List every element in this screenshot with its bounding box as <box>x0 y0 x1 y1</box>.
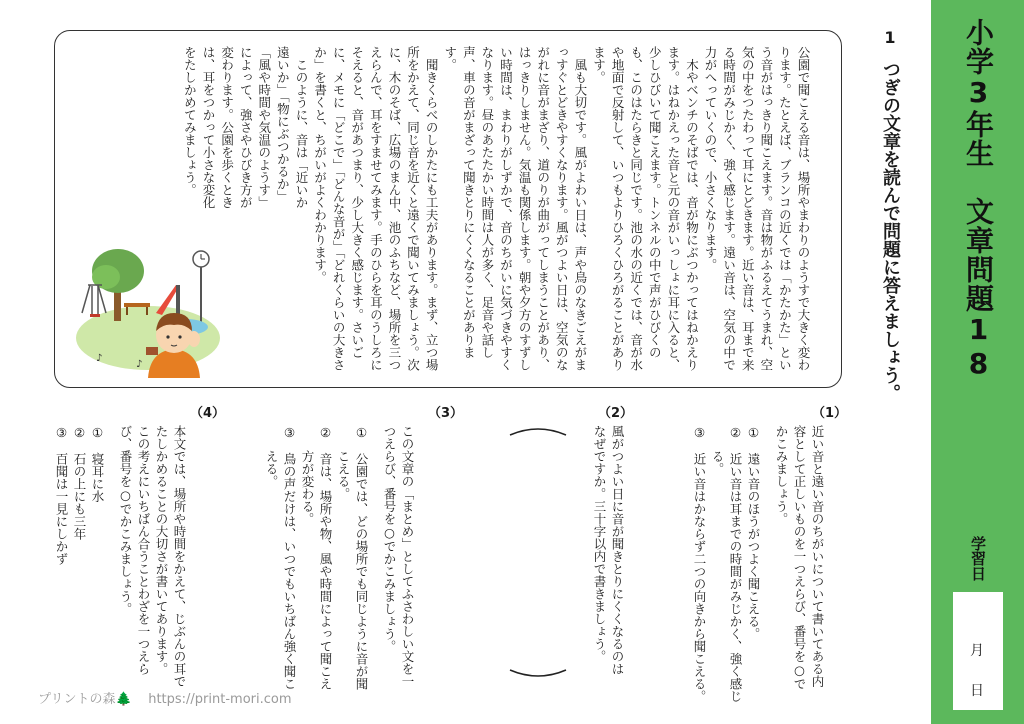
passage-line: に、木のそば、広場のまん中、池のふちなど、場所を三つ <box>386 46 402 371</box>
day-label: 日 <box>970 683 984 699</box>
question-prompt-line: かこみましょう。 <box>774 425 789 525</box>
question-prompt-line: 本文では、場所や時間をかえて、じぶんの耳で <box>172 425 187 688</box>
month-label: 月 <box>970 643 984 659</box>
park-boy-illustration <box>76 243 221 378</box>
site-url[interactable]: https://print-mori.com <box>148 692 292 707</box>
answer-option-1: こえる。 <box>336 425 351 500</box>
passage-line: も、このはたらきと同じです。池の水の近くでは、音が水 <box>628 46 644 371</box>
question-prompt-line: この文章の「まとめ」としてふさわしい文を一 <box>400 425 415 688</box>
passage-line: に、メモに「どこで」「どんな音が」「どれくらいの大きさ <box>331 46 347 371</box>
question-prompt-line: なぜですか。三十字以内で書きましょう。 <box>592 425 607 663</box>
tree-logo-icon: 🌲 <box>115 692 132 707</box>
passage-line: 少しひびいて聞こえます。トンネルの中で声がひびくの <box>647 46 663 359</box>
passage-line: なります。昼のあたたかい時間は人が多く、足音や話し <box>479 46 495 359</box>
passage-line: 「風や時間や気温のようす」 <box>256 46 272 209</box>
passage-line: えらんで、耳をすませてみます。手のひらを耳のうしろに <box>368 46 384 371</box>
passage-line: は、耳をつかって小さな変化 <box>201 46 216 209</box>
passage-line: をたしかめてみましょう。 <box>182 46 198 196</box>
question-1-label: （1） <box>812 406 848 421</box>
answer-option-2[interactable]: ② 音は、場所や物、風や時間によって聞こえ <box>318 425 333 690</box>
passage-line: 風も大切です。風がよわい日は、声や鳥のなきごえがま <box>572 46 588 371</box>
passage-line: がれに音がまざり、道のりが曲がってしまうことがあり、 <box>535 46 551 371</box>
passage-line: このように、音は「近いか <box>293 46 309 209</box>
answer-option-2[interactable]: ② 近い音は耳までの時間がみじかく、強く感じ <box>728 425 743 703</box>
question-4-label: （4） <box>190 406 226 421</box>
passage-line: ります。たとえば、ブランコの近くでは「かたかた」とい <box>777 46 793 371</box>
passage-line: 声、車の音がまざって聞きとりにくくなることがありま <box>461 46 477 359</box>
passage-line: によって、強さやひびき方が <box>238 46 254 209</box>
passage-line: 所をかえて、同じ音を近くと遠くで聞いてみましょう。次 <box>405 46 421 371</box>
answer-option-3[interactable]: ③ 近い音はかならず二つの向きから聞こえる。 <box>692 425 707 703</box>
answer-option-3[interactable]: ③ 百聞は一見にしかず <box>54 425 69 565</box>
passage-line: 遠いか」「物にぶつかるか」 <box>275 46 291 203</box>
passage-line: そえると、音があつまり、少し大きく感じます。さいご <box>349 46 365 359</box>
question-4-body <box>52 425 188 688</box>
answer-option-3: える。 <box>264 425 279 488</box>
passage-line: か」を書くと、ちがいがよくわかります。 <box>312 46 328 284</box>
footer <box>38 688 292 707</box>
spacer <box>762 425 772 685</box>
question-2-label: （2） <box>598 406 634 421</box>
question-prompt-line: つえらび、番号を○でかこみましょう。 <box>382 425 397 653</box>
answer-area-bracket[interactable] <box>508 425 568 680</box>
passage-line: や地面で反射して、いつもよりひろくひろがることがあり <box>610 46 626 371</box>
question-prompt-line: び、番号を○でかこみましょう。 <box>118 425 133 615</box>
passage-line: 木やベンチのそばでは、音が物にぶつかってはねかえり <box>684 46 700 371</box>
question-3-label: （3） <box>428 406 464 421</box>
question-prompt-line: この考えにいちばん合うことわざを一つえら <box>136 425 151 675</box>
question-prompt-line: たしかめることの大切さが書いてあります。 <box>154 425 169 675</box>
passage-line: ます。 <box>591 46 607 84</box>
passage-line: ます。はねかえった音と元の音がいっしょに耳に入ると、 <box>665 46 681 371</box>
passage-line: っすぐとどきやすくなります。風がつよい日は、空気のな <box>554 46 570 371</box>
question-3-body <box>262 425 416 690</box>
music-note-icon: ♪ <box>96 353 103 364</box>
question-prompt-line: 風がつよい日に音が聞きとりにくくなるのは <box>610 425 625 675</box>
answer-option-1[interactable]: ① 寝耳に水 <box>90 425 105 503</box>
answer-option-2[interactable]: ② 石の上にも三年 <box>72 425 87 540</box>
passage-line: 力がへっていくので、小さくなります。 <box>703 46 719 271</box>
music-note-icon: ♪ <box>136 359 143 370</box>
answer-option-2: る。 <box>710 425 725 475</box>
answer-option-1[interactable]: ① 公園では、どの場所でも同じように音が聞 <box>354 425 369 690</box>
spacer <box>106 425 116 685</box>
passage-line: 気の中をつたわって耳にとどきます。近い音は、耳まで来 <box>740 46 756 371</box>
question-1-body <box>690 425 826 703</box>
question-2-body <box>590 425 626 685</box>
passage-line: る時間がみじかく、強く感じます。遠い音は、空気の中で <box>721 46 737 371</box>
answer-option-1[interactable]: ① 遠い音のほうがつよく聞こえる。 <box>746 425 761 640</box>
question-prompt-line: 容として正しいものを一つえらび、番号を○で <box>792 425 807 690</box>
passage-line: い時間は、まわりがしずかで、音のちがいに気づきやすく <box>498 46 514 371</box>
site-name: プリントの森 <box>38 692 116 707</box>
passage-line: 変わります。公園を歩くとき <box>219 46 235 209</box>
passage-line: はっきりしません。気温も関係します。朝や夕方のすずし <box>517 46 533 371</box>
worksheet-title: 小学3年生 文章問題18 <box>962 18 995 381</box>
passage-line: う音がはっきり聞こえます。音は物がふるえてうまれ、空 <box>758 46 774 371</box>
question-prompt-line: 近い音と遠い音のちがいについて書いてある内 <box>810 425 825 688</box>
answer-option-2: 方が変わる。 <box>300 425 315 525</box>
passage-line: す。 <box>442 46 458 71</box>
question-instruction: つぎの文章を読んで問題に答えましょう。 <box>880 60 901 402</box>
passage-line: 公園で聞こえる音は、場所やまわりのようすで大きく変わ <box>796 46 811 371</box>
spacer <box>370 425 380 685</box>
question-number: 1 <box>884 28 896 47</box>
answer-option-3[interactable]: ③ 鳥の声だけは、いつでもいちばん強く聞こ <box>282 425 297 690</box>
passage-line: 聞きくらべのしかたにも工夫があります。まず、立つ場 <box>424 46 440 371</box>
study-date-label: 学習日 <box>969 536 987 581</box>
